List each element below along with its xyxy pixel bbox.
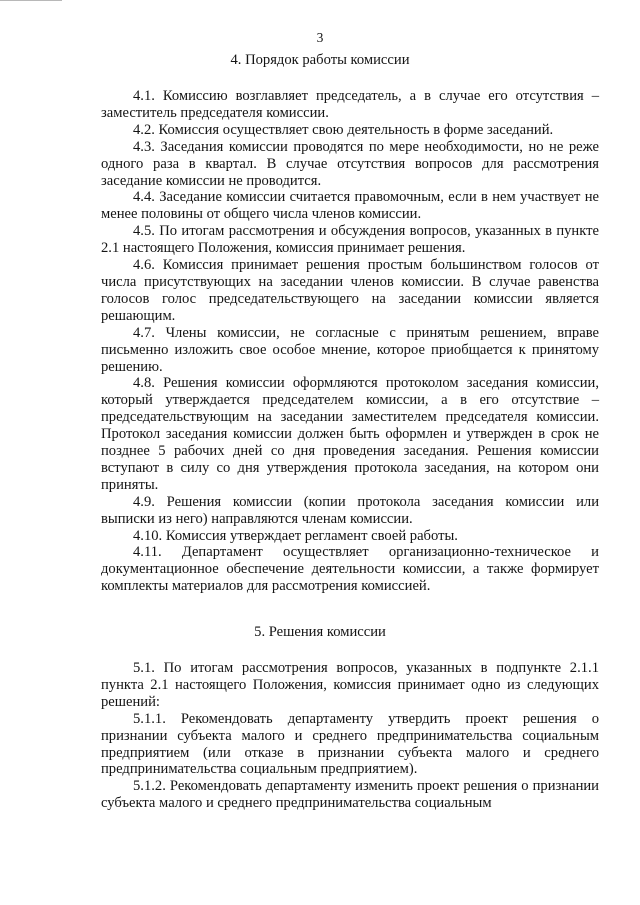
paragraph-4-6: 4.6. Комиссия принимает решения простым большинством голосов от числа присутствующих на заседании членов комиссии. В случае равенства голосов голос председательствующего на заседании комиссии является решающим. [101,257,599,324]
paragraph-5-1-2: 5.1.2. Рекомендовать департаменту изменить проект решения о признании субъекта малого и среднего предпринимательства социальным [101,778,599,812]
section-4-heading: 4. Порядок работы комиссии [230,52,410,68]
section-5-heading: 5. Решения комиссии [254,624,386,640]
paragraph-4-5: 4.5. По итогам рассмотрения и обсуждения вопросов, указанных в пункте 2.1 настоящего Положения, комиссия принимает решения. [101,223,599,257]
page-number: 3 [316,30,324,45]
section-4-body [101,88,599,595]
paragraph-4-10: 4.10. Комиссия утверждает регламент своей работы. [133,527,458,544]
scan-corner-mark [0,0,62,4]
section-5-body [101,660,599,812]
paragraph-4-4: 4.4. Заседание комиссии считается правомочным, если в нем участвует не менее половины от общего числа членов комиссии. [101,189,599,223]
paragraph-4-9: 4.9. Решения комиссии (копии протокола заседания комиссии или выписки из него) направляются членам комиссии. [101,493,599,527]
paragraph-4-8: 4.8. Решения комиссии оформляются протоколом заседания комиссии, который утверждается председателем комиссии, а в его отсутствие – председательствующим на заседании заместителем председателя комиссии. Протокол заседания комиссии должен быть оформлен и утвержден в срок не позднее 5 рабочих дней со дня проведения заседания. Решения комиссии вступают в силу со дня утверждения протокола заседания, на котором они приняты. [101,375,599,493]
paragraph-4-7: 4.7. Члены комиссии, не согласные с принятым решением, вправе письменно изложить свое особое мнение, которое приобщается к принятому решению. [101,324,599,375]
paragraph-4-3: 4.3. Заседания комиссии проводятся по мере необходимости, но не реже одного раза в квартал. В случае отсутствия вопросов для рассмотрения заседание комиссии не проводится. [101,138,599,189]
paragraph-5-1-1: 5.1.1. Рекомендовать департаменту утвердить проект решения о признании субъекта малого и среднего предпринимательства социальным предприятием (или отказе в признании субъекта малого и среднего предпринимательства социальным предприятием). [101,710,599,778]
paragraph-5-1: 5.1. По итогам рассмотрения вопросов, указанных в подпункте 2.1.1 пункта 2.1 настоящего Положения, комиссия принимает одно из следующих решений: [101,660,599,710]
paragraph-4-2: 4.2. Комиссия осуществляет свою деятельность в форме заседаний. [133,121,554,138]
paragraph-4-1: 4.1. Комиссию возглавляет председатель, а в случае его отсутствия – заместитель председателя комиссии. [101,88,599,121]
paragraph-4-11: 4.11. Департамент осуществляет организационно-техническое и документационное обеспечение деятельности комиссии, а также формирует комплекты материалов для рассмотрения комиссией. [101,544,599,595]
